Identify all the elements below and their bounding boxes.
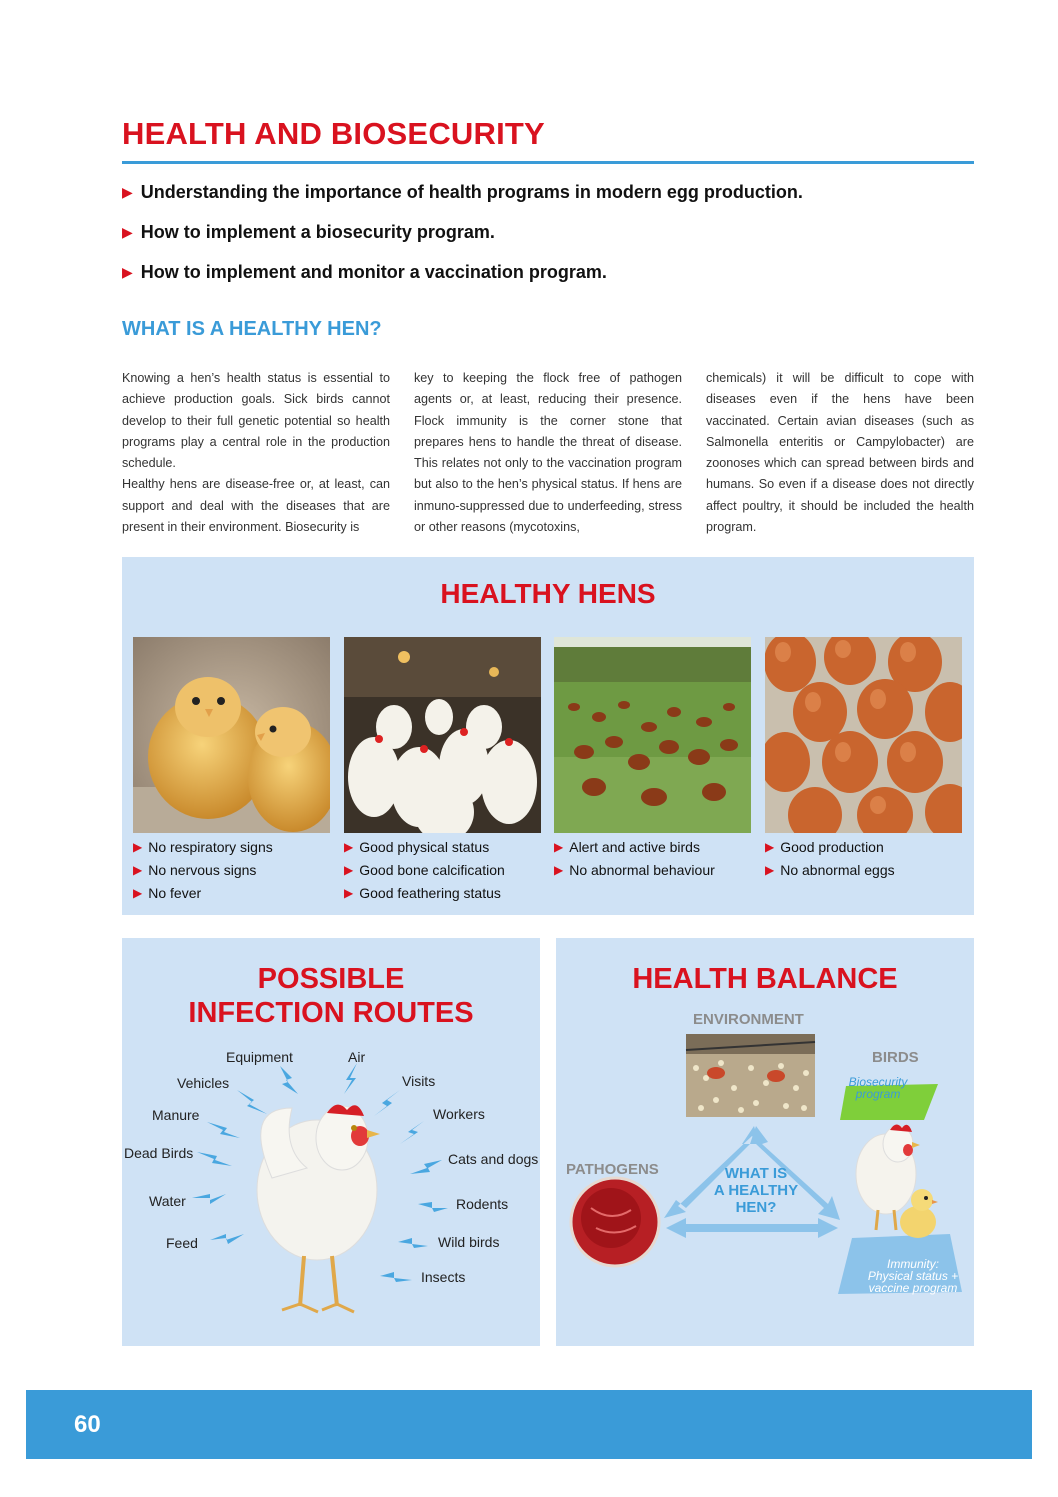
triangle-bullet-icon: ▶ — [765, 863, 775, 877]
triangle-bullet-icon: ▶ — [122, 184, 133, 200]
triangle-bullet-icon: ▶ — [344, 886, 354, 900]
infection-routes-title: POSSIBLE INFECTION ROUTES — [188, 963, 474, 1029]
triangle-bullet-icon: ▶ — [133, 886, 143, 900]
objective-1: ▶ Understanding the importance of health programs in modern egg production. — [122, 182, 803, 202]
list-item: ▶ No abnormal behaviour — [554, 859, 715, 882]
body-column-2: key to keeping the flock free of pathogen agents or, at least, reducing their presence. Flock immunity is the corner stone that prepares hens to handle the threat of disease. This relates not only to the vaccination program but also to the hen’s physical status. If hens are inmuno-suppressed due to underfeeding, stress or other reasons (mycotoxins, — [414, 371, 682, 535]
route-rodents: Rodents — [456, 1196, 509, 1212]
arrow-icon — [197, 1152, 232, 1166]
pathogens-label: PATHOGENS — [566, 1161, 659, 1178]
triangle-bullet-icon: ▶ — [554, 863, 564, 877]
triangle-bullet-icon: ▶ — [133, 863, 143, 877]
triangle-bullet-icon: ▶ — [133, 840, 143, 854]
arrow-icon — [207, 1122, 240, 1138]
health-balance-title: HEALTH BALANCE — [632, 963, 898, 995]
page-number: 60 — [74, 1411, 101, 1438]
arrow-icon — [237, 1090, 267, 1114]
white-hen-icon — [257, 1105, 380, 1312]
objective-3: ▶ How to implement and monitor a vaccination program. — [122, 262, 607, 282]
list-item: ▶ Alert and active birds — [554, 836, 715, 859]
bullets-free-range — [554, 836, 715, 882]
route-air: Air — [348, 1049, 366, 1065]
route-wild-birds: Wild birds — [438, 1234, 500, 1250]
body-column-3: chemicals) it will be difficult to cope with diseases even if the hens have been vaccinated. Certain avian diseases (such as Salmonella enteritis or Campylobacter) are zoonoses which can spread between birds and humans. So even if a disease does not directly affect poultry, it should be included the health program. — [706, 371, 974, 535]
arrow-icon — [398, 1238, 428, 1248]
list-item: ▶ Good production — [765, 836, 895, 859]
footer-bar — [26, 1390, 1032, 1459]
list-item: ▶ No fever — [133, 882, 273, 905]
arrow-icon — [210, 1234, 244, 1244]
chicks-photo — [133, 637, 330, 833]
list-item: ▶ No respiratory signs — [133, 836, 273, 859]
route-water: Water — [149, 1193, 186, 1209]
arrow-icon — [418, 1202, 448, 1212]
white-hens-photo — [344, 637, 541, 833]
route-equipment: Equipment — [226, 1049, 293, 1065]
environment-photo — [686, 1034, 815, 1117]
arrow-icon — [410, 1160, 442, 1174]
immunity-note: Immunity: Physical status + vaccine program — [867, 1257, 959, 1295]
healthy-hens-title: HEALTHY HENS — [440, 578, 656, 609]
arrow-icon — [666, 1218, 838, 1238]
triangle-bullet-icon: ▶ — [554, 840, 564, 854]
title-rule — [122, 161, 974, 164]
triangle-bullet-icon: ▶ — [122, 264, 133, 280]
route-vehicles: Vehicles — [177, 1075, 230, 1091]
center-question: WHAT IS A HEALTHY HEN? — [713, 1165, 799, 1216]
arrow-icon — [374, 1090, 400, 1116]
arrow-icon — [400, 1121, 424, 1144]
biosecurity-note: Biosecurity program — [848, 1075, 908, 1101]
bullets-chicks — [133, 836, 273, 905]
route-cats-and-dogs: Cats and dogs — [448, 1151, 539, 1167]
section-heading: WHAT IS A HEALTHY HEN? — [122, 318, 382, 340]
environment-label: ENVIRONMENT — [693, 1011, 804, 1028]
route-dead-birds: Dead Birds — [124, 1145, 194, 1161]
route-manure: Manure — [152, 1107, 200, 1123]
route-visits: Visits — [402, 1073, 436, 1089]
body-column-1: Knowing a hen’s health status is essential to achieve production goals. Sick birds cannot develop to their full genetic potential so health programs play a central role in the production schedule. Healthy hens are disease-free or, at least, can support and deal with the diseases that are present in their environment. Biosecurity is — [122, 371, 390, 535]
eggs-photo — [765, 637, 962, 833]
petri-dish-icon — [571, 1178, 659, 1266]
list-item: ▶ Good feathering status — [344, 882, 505, 905]
list-item: ▶ Good physical status — [344, 836, 505, 859]
bullets-white-hens — [344, 836, 505, 905]
triangle-bullet-icon: ▶ — [765, 840, 775, 854]
triangle-bullet-icon: ▶ — [344, 863, 354, 877]
triangle-bullet-icon: ▶ — [122, 224, 133, 240]
route-insects: Insects — [421, 1269, 466, 1285]
arrow-icon — [280, 1066, 298, 1094]
free-range-hens-photo — [554, 637, 751, 833]
bullets-eggs — [765, 836, 895, 882]
infection-diagram — [122, 938, 540, 1346]
list-item: ▶ Good bone calcification — [344, 859, 505, 882]
route-feed: Feed — [166, 1235, 198, 1251]
arrow-icon — [344, 1063, 357, 1094]
route-workers: Workers — [433, 1106, 485, 1122]
arrow-icon — [192, 1194, 226, 1204]
birds-label: BIRDS — [872, 1049, 919, 1066]
list-item: ▶ No nervous signs — [133, 859, 273, 882]
list-item: ▶ No abnormal eggs — [765, 859, 895, 882]
page-title: HEALTH AND BIOSECURITY — [122, 116, 545, 151]
arrow-icon — [380, 1272, 412, 1282]
triangle-bullet-icon: ▶ — [344, 840, 354, 854]
objective-2: ▶ How to implement a biosecurity program. — [122, 222, 495, 242]
